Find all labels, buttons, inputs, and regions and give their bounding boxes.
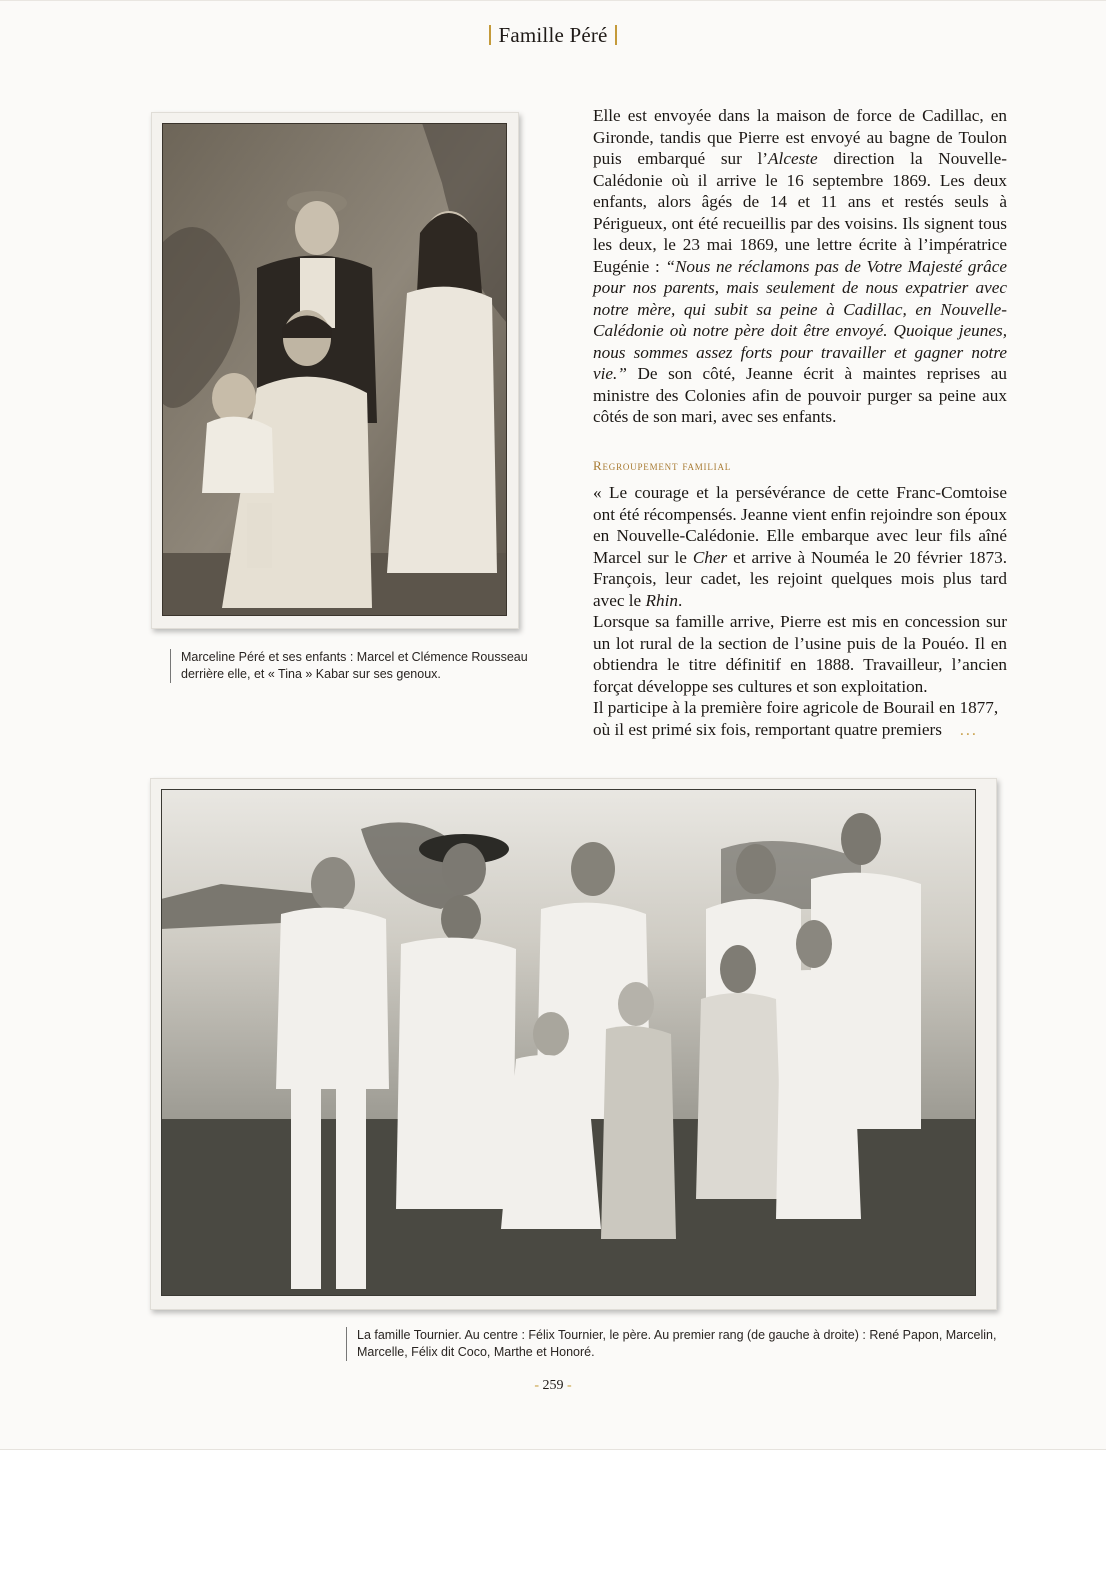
paragraph [593,105,1007,428]
text-run: et arrive à Nouméa le 20 février 1873. François, leur cadet, les rejoint quelques mois plus tard avec le [593,547,1007,610]
ship-name: Alceste [768,149,818,168]
paragraph: Lorsque sa famille arrive, Pierre est mis en concession sur un lot rural de la section de l’usine puis de la Pouéo. Il en obtiendra le titre définitif en 1888. Travailleur, l’ancien forçat développe ses cultures et son exploitation. [593,612,1007,696]
photo-tournier-family [150,778,997,1310]
continuation-marker: ... [959,721,978,739]
header-rule-right [615,25,617,45]
page-number-ornament-right: - [563,1378,572,1393]
photo-caption [170,649,541,683]
text-run: . [677,590,683,610]
text-run: Il participe à la première foire agricole de Bourail en 1877, où il est primé six fois, remportant quatre premiers [593,698,999,739]
header-title: Famille Péré [498,23,608,47]
page-number-value: 259 [542,1378,564,1393]
ship-name: Rhin [645,590,678,610]
family-group-image [161,789,976,1296]
photo-caption [346,1327,997,1361]
page-number [0,1378,1106,1394]
header-rule-left [489,25,491,45]
paragraph [593,697,1007,741]
sepia-portrait-image [162,123,507,616]
text-run: De son côté, Jeanne écrit à maintes reprises au ministre des Colonies afin de pouvoir purger sa peine aux côtés de son mari, avec ses enfants. [593,364,1007,426]
section-title: Regroupement familial [593,458,732,473]
caption-text: La famille Tournier. Au centre : Félix Tournier, le père. Au premier rang (de gauche à droite) : René Papon, Marcelin, Marcelle, Félix dit Coco, Marthe et Honoré. [357,1328,997,1359]
ship-name: Cher [692,547,728,567]
body-text-column [593,105,1007,428]
paragraph [593,482,1007,611]
running-header [0,23,1106,48]
photo-pere-family [151,112,519,629]
text-run: « Le courage et la persévérance de cette Franc-Comtoise ont été récompensés. Jeanne vient enfin rejoindre son époux en Nouvelle-Calédonie. Elle embarque avec leur fils aîné Marcel sur le [593,483,1007,567]
page-number-ornament-left: - [534,1378,543,1393]
caption-text: Marceline Péré et ses enfants : Marcel et Clémence Rousseau derrière elle, et « Tina » Kabar sur ses genoux. [181,650,528,681]
body-text-column-2 [593,482,1007,741]
text-run: direction la Nouvelle-Calédonie où il arrive le 16 septembre 1869. Les deux enfants, alors âgés de 14 et 11 ans et restés seuls à Périgueux, ont été recueillis par des voisins. Ils signent tous les deux, le 23 mai 1869, une lettre écrite à l’impératrice Eugénie : [593,149,1008,276]
text-run: Elle est envoyée dans la maison de force de Cadillac, en Gironde, tandis que Pierre est envoyé au bagne de Toulon puis embarqué sur l’ [593,106,1007,168]
letter-quote: “Nous ne réclamons pas de Votre Majesté grâce pour nos parents, mais seulement de nous expatrier avec notre mère, qui subit sa peine à Cadillac, en Nouvelle-Calédonie où notre père doit être envoyé. Quoique jeunes, nous sommes assez forts pour travailler et gagner notre vie.” [593,256,1007,383]
